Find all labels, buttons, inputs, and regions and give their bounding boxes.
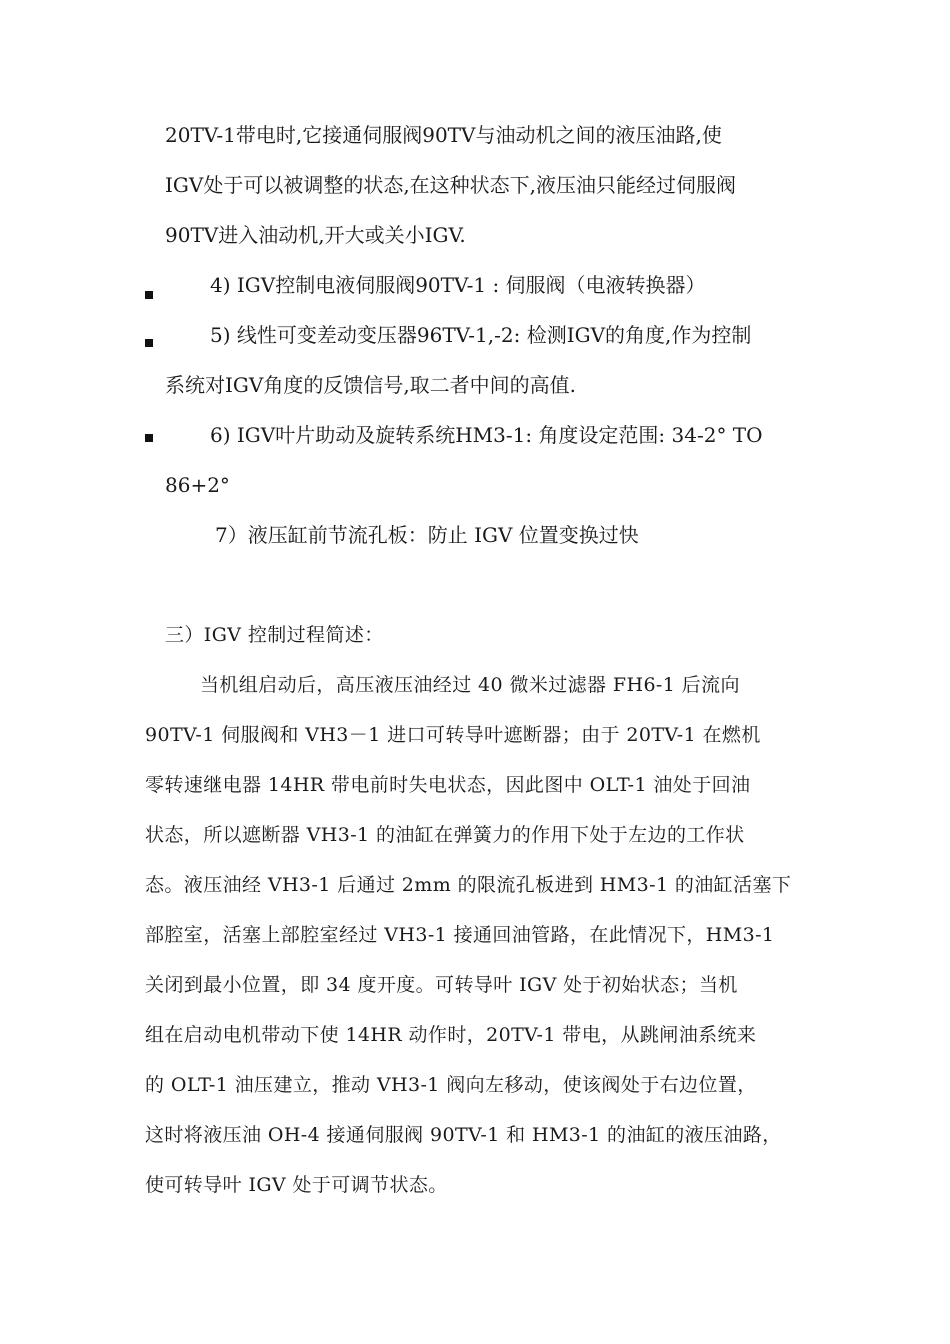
body-line-5: 态。液压油经 VH3-1 后通过 2mm 的限流孔板进到 HM3-1 的油缸活塞下 — [145, 874, 792, 896]
para-line-2: IGV处于可以被调整的状态,在这种状态下,液压油只能经过伺服阀 — [165, 173, 737, 197]
list-item-6-cont: 86+2° — [165, 473, 230, 497]
bullet-icon — [145, 434, 153, 442]
body-line-10: 这时将液压油 OH-4 接通伺服阀 90TV-1 和 HM3-1 的油缸的液压油路， — [145, 1124, 782, 1146]
body-line-8: 组在启动电机带动下使 14HR 动作时，20TV-1 带电，从跳闸油系统来 — [145, 1024, 757, 1046]
bullet-icon — [145, 291, 153, 299]
list-item-6: 6) IGV叶片助动及旋转系统HM3-1: 角度设定范围: 34-2° TO — [210, 423, 763, 447]
list-item-5-cont: 系统对IGV角度的反馈信号,取二者中间的高值. — [165, 373, 577, 397]
list-item-7: 7）液压缸前节流孔板：防止 IGV 位置变换过快 — [215, 523, 639, 547]
list-item-5: 5) 线性可变差动变压器96TV-1,-2: 检测IGV的角度,作为控制 — [210, 323, 752, 347]
body-line-4: 状态，所以遮断器 VH3-1 的油缸在弹簧力的作用下处于左边的工作状 — [145, 824, 745, 846]
bullet-icon — [145, 339, 153, 347]
body-line-3: 零转速继电器 14HR 带电前时失电状态，因此图中 OLT-1 油处于回油 — [145, 774, 751, 796]
body-line-7: 关闭到最小位置，即 34 度开度。可转导叶 IGV 处于初始状态；当机 — [145, 974, 738, 996]
body-line-9: 的 OLT-1 油压建立，推动 VH3-1 阀向左移动，使该阀处于右边位置， — [145, 1074, 757, 1096]
body-line-6: 部腔室，活塞上部腔室经过 VH3-1 接通回油管路，在此情况下，HM3-1 — [145, 924, 775, 946]
body-line-2: 90TV-1 伺服阀和 VH3－1 进口可转导叶遮断器；由于 20TV-1 在燃机 — [145, 724, 761, 746]
para-line-3: 90TV进入油动机,开大或关小IGV. — [165, 223, 466, 247]
body-line-1: 当机组启动后，高压液压油经过 40 微米过滤器 FH6-1 后流向 — [200, 674, 740, 696]
list-item-4: 4) IGV控制电液伺服阀90TV-1 : 伺服阀（电液转换器） — [210, 273, 706, 297]
section-heading: 三）IGV 控制过程简述： — [165, 624, 384, 646]
body-line-11: 使可转导叶 IGV 处于可调节状态。 — [145, 1174, 448, 1196]
para-line-1: 20TV-1带电时,它接通伺服阀90TV与油动机之间的液压油路,使 — [165, 123, 722, 147]
